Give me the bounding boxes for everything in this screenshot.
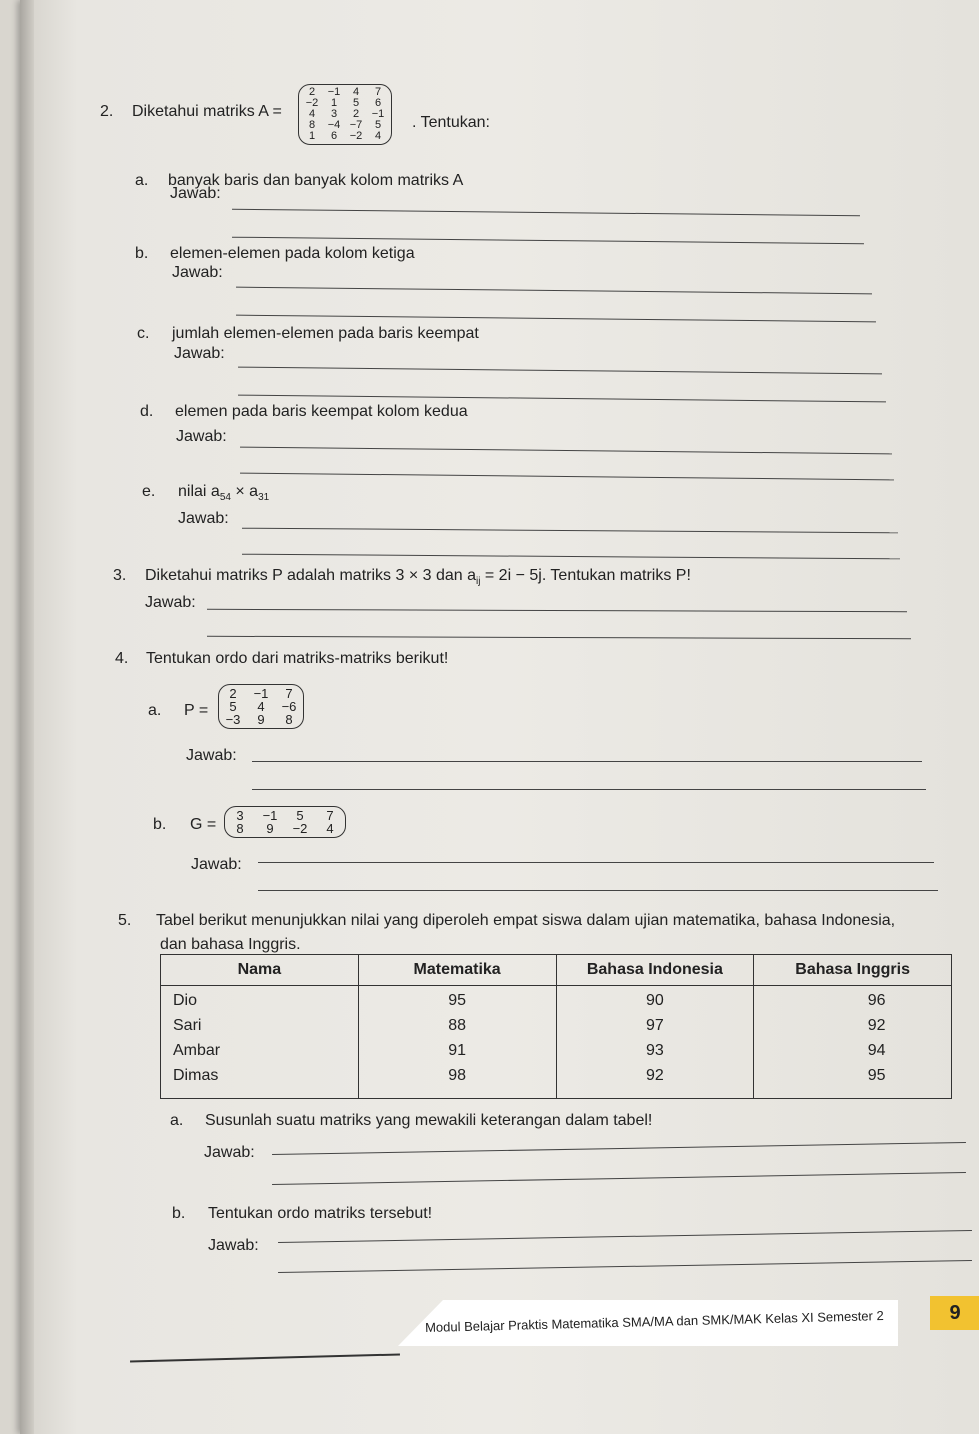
matrix-entry: 7 xyxy=(326,808,334,823)
matrix-entry: 5 xyxy=(374,119,382,131)
score-cell: 97 xyxy=(645,1017,664,1034)
name-cell: Dimas xyxy=(173,1067,219,1084)
q5a-jawab: Jawab: xyxy=(204,1144,255,1161)
q4-text: Tentukan ordo dari matriks-matriks berikut! xyxy=(146,650,449,667)
score-cell: 94 xyxy=(867,1042,886,1059)
matrix-entry: 6 xyxy=(330,130,338,142)
answer-line[interactable] xyxy=(252,761,922,762)
matematika-column xyxy=(358,986,556,1099)
matrix-entry: 5 xyxy=(352,97,360,109)
q3-number: 3. xyxy=(113,567,127,584)
score-table xyxy=(160,954,952,1099)
q3-text: Diketahui matriks P adalah matriks 3 × 3 dan $a_{ij} = 2i - 5j$. Tentukan matriks P! xyxy=(145,567,691,588)
matrix-entry: 9 xyxy=(266,821,274,836)
matrix-entry: −2 xyxy=(292,821,308,836)
q4a-label: P = xyxy=(184,702,209,719)
q2e-jawab: Jawab: xyxy=(178,510,229,527)
q2a-letter: a. xyxy=(135,172,149,189)
q2e-text: nilai $a_{54} \times a_{31}$ xyxy=(178,483,270,504)
q5-text1: Tabel berikut menunjukkan nilai yang diperoleh empat siswa dalam ujian matematika, bahasa Indonesia, xyxy=(156,912,896,929)
q2d-text: elemen pada baris keempat kolom kedua xyxy=(175,403,468,420)
matrix-entry: 8 xyxy=(285,712,293,727)
matrix-entry: 8 xyxy=(308,119,316,131)
q2-number: 2. xyxy=(100,103,114,120)
q2b-jawab: Jawab: xyxy=(172,264,223,281)
score-cell: 96 xyxy=(867,992,886,1009)
q5b-text: Tentukan ordo matriks tersebut! xyxy=(208,1205,433,1222)
header-nama: Nama xyxy=(161,955,359,986)
q4a-letter: a. xyxy=(148,702,162,719)
matrix-entry: 4 xyxy=(352,86,360,98)
header-matematika: Matematika xyxy=(358,955,556,986)
matrix-entry: 1 xyxy=(330,97,338,109)
matrix-entry: −7 xyxy=(349,119,363,131)
q2c-letter: c. xyxy=(137,325,150,342)
q5-text2: dan bahasa Inggris. xyxy=(160,936,301,953)
q5b-letter: b. xyxy=(172,1205,186,1222)
score-cell: 91 xyxy=(448,1042,467,1059)
q4a-jawab: Jawab: xyxy=(186,747,237,764)
matrix-entry: 7 xyxy=(374,86,382,98)
matrix-entry: −4 xyxy=(327,119,341,131)
score-cell: 88 xyxy=(448,1017,467,1034)
matrix-entry: 2 xyxy=(229,686,237,701)
matrix-entry: −1 xyxy=(327,86,341,98)
answer-line[interactable] xyxy=(258,890,938,891)
matrix-entry: −1 xyxy=(253,686,269,701)
matrix-entry: 4 xyxy=(308,108,316,120)
matrix-entry: 1 xyxy=(308,130,316,142)
inggris-column xyxy=(754,986,952,1099)
matrix-entry: 5 xyxy=(296,808,304,823)
q2e-letter: e. xyxy=(142,483,156,500)
score-cell: 92 xyxy=(867,1017,886,1034)
matrix-entry: 8 xyxy=(236,821,244,836)
q2a-jawab: Jawab: xyxy=(170,185,221,202)
q2d-jawab: Jawab: xyxy=(176,428,227,445)
matrix-entry: −6 xyxy=(281,699,297,714)
matrix-entry: 6 xyxy=(374,97,382,109)
score-cell: 98 xyxy=(448,1067,467,1084)
q5a-letter: a. xyxy=(170,1112,184,1129)
matrix-entry: 4 xyxy=(374,130,382,142)
q5a-text: Susunlah suatu matriks yang mewakili keterangan dalam tabel! xyxy=(205,1112,653,1129)
q4b-label: G = xyxy=(190,816,217,833)
matrix-entry: 3 xyxy=(330,108,338,120)
score-cell: 95 xyxy=(448,992,467,1009)
header-indonesia: Bahasa Indonesia xyxy=(556,955,754,986)
matrix-g xyxy=(224,806,346,838)
matrix-p xyxy=(218,684,304,729)
q2-after: . Tentukan: xyxy=(412,114,490,131)
matrix-entry: 2 xyxy=(352,108,360,120)
matrix-entry: −3 xyxy=(225,712,241,727)
score-cell: 95 xyxy=(867,1067,886,1084)
q2c-text: jumlah elemen-elemen pada baris keempat xyxy=(172,325,479,342)
matrix-entry: 4 xyxy=(326,821,334,836)
matrix-entry: 5 xyxy=(229,699,237,714)
matrix-entry: −1 xyxy=(371,108,385,120)
matrix-entry: −1 xyxy=(262,808,278,823)
q2c-jawab: Jawab: xyxy=(174,345,225,362)
q2d-letter: d. xyxy=(140,403,154,420)
matrix-entry: 4 xyxy=(257,699,265,714)
q5b-jawab: Jawab: xyxy=(208,1237,259,1254)
q2b-letter: b. xyxy=(135,245,149,262)
page-number: 9 xyxy=(930,1296,979,1330)
matrix-a xyxy=(298,84,392,145)
answer-line[interactable] xyxy=(258,862,934,863)
name-cell: Ambar xyxy=(173,1042,221,1059)
matrix-entry: 3 xyxy=(236,808,244,823)
score-cell: 92 xyxy=(645,1067,664,1084)
indonesia-column xyxy=(556,986,754,1099)
q4-number: 4. xyxy=(115,650,129,667)
matrix-entry: 2 xyxy=(308,86,316,98)
q3-jawab: Jawab: xyxy=(145,594,196,611)
score-cell: 93 xyxy=(645,1042,664,1059)
footer-text: Modul Belajar Praktis Matematika SMA/MA dan SMK/MAK Kelas XI Semester 2 xyxy=(424,1307,884,1336)
matrix-entry: 7 xyxy=(285,686,293,701)
q2-intro: Diketahui matriks A = xyxy=(132,103,282,120)
matrix-entry: −2 xyxy=(349,130,363,142)
q4b-letter: b. xyxy=(153,816,167,833)
q4b-jawab: Jawab: xyxy=(191,856,242,873)
name-cell: Sari xyxy=(173,1017,202,1034)
names-column xyxy=(161,986,359,1099)
matrix-entry: 9 xyxy=(257,712,265,727)
page-binding xyxy=(20,0,34,1434)
matrix-entry: −2 xyxy=(305,97,319,109)
score-cell: 90 xyxy=(645,992,664,1009)
name-cell: Dio xyxy=(173,992,198,1009)
q2a-text: banyak baris dan banyak kolom matriks A xyxy=(168,172,464,189)
q2b-text: elemen-elemen pada kolom ketiga xyxy=(170,245,415,262)
q5-number: 5. xyxy=(118,912,132,929)
header-inggris: Bahasa Inggris xyxy=(754,955,952,986)
answer-line[interactable] xyxy=(252,789,926,790)
